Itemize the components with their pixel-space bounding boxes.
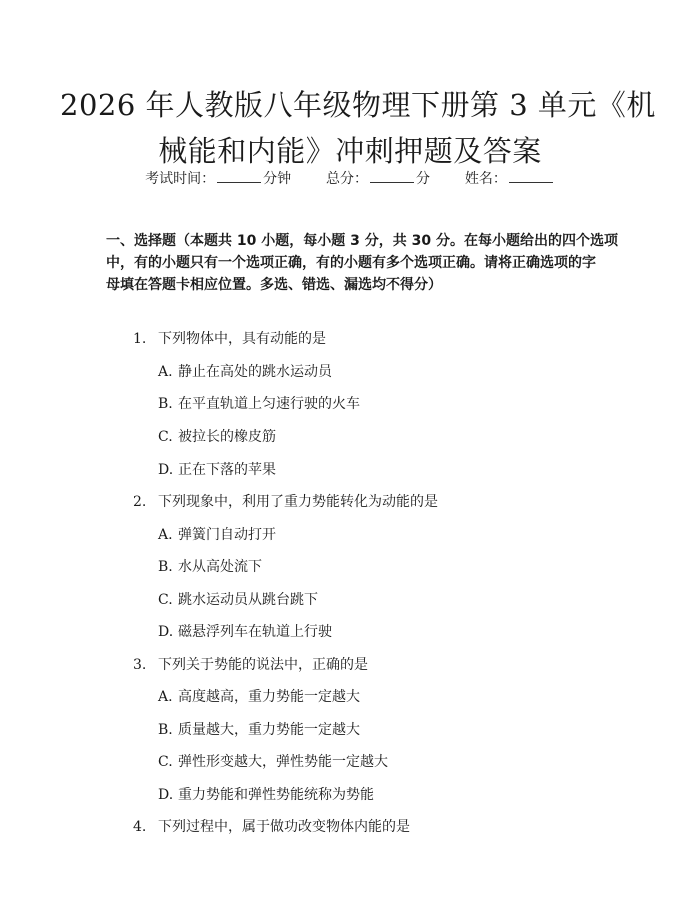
question-number: 3.	[133, 657, 147, 673]
time-label: 考试时间：	[145, 171, 216, 187]
option-2a: A. 弹簧门自动打开	[158, 527, 276, 543]
question-2	[133, 493, 438, 511]
option-3a: A. 高度越高，重力势能一定越大	[158, 689, 360, 705]
section-heading-line-3: 母填在答题卡相应位置。多选、错选、漏选均不得分）	[106, 277, 442, 293]
exam-title	[60, 82, 656, 174]
option-3c: C. 弹性形变越大，弹性势能一定越大	[158, 754, 388, 770]
score-unit: 分	[416, 171, 430, 187]
time-blank	[217, 170, 261, 183]
option-2b: B. 水从高处流下	[158, 559, 262, 575]
exam-meta	[0, 170, 700, 188]
name-label: 姓名：	[464, 171, 507, 187]
time-unit: 分钟	[263, 171, 292, 187]
question-number: 1.	[133, 331, 147, 347]
question-number: 4.	[133, 819, 147, 835]
option-1d: D. 正在下落的苹果	[158, 462, 276, 478]
question-3	[133, 656, 368, 674]
option-1b: B. 在平直轨道上匀速行驶的火车	[158, 396, 360, 412]
score-label: 总分：	[326, 171, 368, 187]
option-3d: D. 重力势能和弹性势能统称为势能	[158, 787, 374, 803]
name-blank	[509, 170, 553, 183]
option-1a: A. 静止在高处的跳水运动员	[158, 364, 332, 380]
question-text: 下列物体中，具有动能的是	[158, 331, 326, 347]
option-1c: C. 被拉长的橡皮筋	[158, 429, 276, 445]
exam-title-line-2: 械能和内能》冲刺押题及答案	[158, 134, 542, 168]
question-text: 下列现象中，利用了重力势能转化为动能的是	[158, 494, 438, 510]
exam-title-line-1: 2026 年人教版八年级物理下册第 3 单元《机	[60, 88, 656, 122]
section-heading-line-1: 一、选择题（本题共 10 小题，每小题 3 分，共 30 分。在每小题给出的四个选项	[106, 233, 618, 249]
question-text: 下列过程中，属于做功改变物体内能的是	[158, 819, 410, 835]
question-number: 2.	[133, 494, 147, 510]
option-2d: D. 磁悬浮列车在轨道上行驶	[158, 624, 332, 640]
section-heading	[106, 230, 618, 296]
option-2c: C. 跳水运动员从跳台跳下	[158, 592, 318, 608]
question-1	[133, 330, 326, 348]
option-3b: B. 质量越大，重力势能一定越大	[158, 722, 360, 738]
question-text: 下列关于势能的说法中，正确的是	[158, 657, 368, 673]
score-blank	[370, 170, 414, 183]
question-4	[133, 818, 410, 836]
section-heading-line-2: 中，有的小题只有一个选项正确，有的小题有多个选项正确。请将正确选项的字	[106, 255, 596, 271]
